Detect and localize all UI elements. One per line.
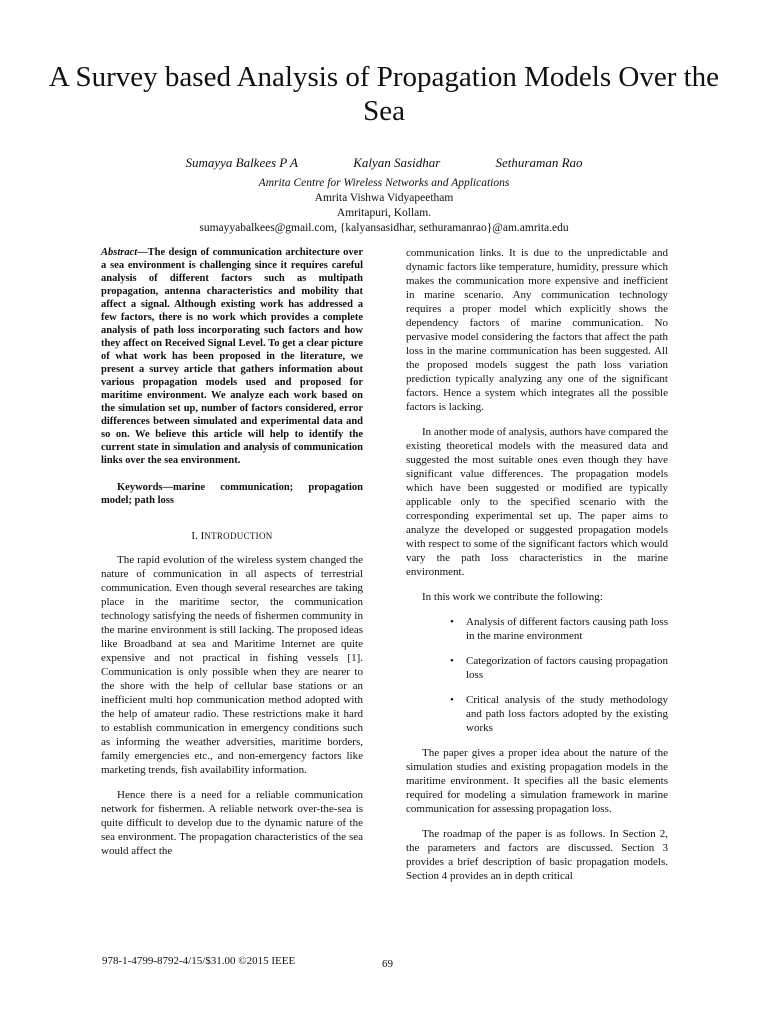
body-paragraph: communication links. It is due to the unpredictable and dynamic factors like temperature, humidity, pressure which makes the communication more expensive and inefficient in marine scenario. Any communication technology requires a proper model which explicitly shows the dependency factors of marine communication. No pervasive model considering the factors that affect the path loss in the marine communication has been suggested. All the proposed models suggest the path loss variation prediction typically analyzing any one of the significant factors. Hence a system which integrates all the possible factors is lacking. bbox=[406, 247, 668, 413]
section-number: I. bbox=[191, 530, 198, 542]
affiliation-block bbox=[0, 176, 768, 236]
keywords: Keywords—marine communication; propagation model; path loss bbox=[101, 482, 363, 506]
affiliation-line: Amrita Vishwa Vidyapeetham bbox=[314, 192, 454, 204]
bullet-icon: • bbox=[450, 655, 454, 667]
list-item-text: Critical analysis of the study methodology and path loss factors adopted by the existing works bbox=[466, 694, 668, 734]
body-paragraph: Hence there is a need for a reliable communication network for fishermen. A reliable network over-the-sea is quite difficult to develop due to the dynamic nature of the sea environment. The propagation characteristics of the sea would affect the bbox=[101, 789, 363, 857]
bullet-icon: • bbox=[450, 694, 454, 706]
body-paragraph: The roadmap of the paper is as follows. In Section 2, the parameters and factors are discussed. Section 3 provides a brief description of basic propagation models. Section 4 provides an in depth critical bbox=[406, 828, 668, 882]
list-item bbox=[406, 693, 668, 735]
copyright-footer: 978-1-4799-8792-4/15/$31.00 ©2015 IEEE bbox=[102, 955, 296, 967]
abstract bbox=[101, 246, 363, 467]
author-name: Sethuraman Rao bbox=[495, 155, 583, 170]
author-name: Sumayya Balkees P A bbox=[185, 155, 298, 170]
affiliation-line: Amrita Centre for Wireless Networks and Applications bbox=[258, 177, 510, 189]
body-paragraph: The rapid evolution of the wireless system changed the nature of communication in all aspects of terrestrial communication. Even though several researches are taking place in the maritime sector, the communication technology satisfying the needs of fishermen community in the marine environment is still lacking. The proposed ideas like Broadband at sea and Maritime Internet are quite expensive and not practical in fishing vessels [1]. Communication is only possible when they are nearer to the shore with the help of cellular base stations or an inefficient multi hop communication method adopted with the help of amateur radio. These restrictions make it hard to establish communication in emergency conditions such as informing the weather adversities, maritime borders, family emergencies etc., and non-emergency factors like marketing trends, fish availability information. bbox=[101, 554, 363, 776]
author-name: Kalyan Sasidhar bbox=[353, 155, 441, 170]
paper-title: A Survey based Analysis of Propagation Models Over the Sea bbox=[48, 61, 720, 127]
list-item-text: Analysis of different factors causing path loss in the marine environment bbox=[466, 616, 668, 642]
abstract-body: —The design of communication architecture over a sea environment is challenging since it requires careful analysis of different factors such as multipath propagation, antenna characteristics and mobility that affect a signal. Although existing work has addressed a few factors, there is no work which provides a complete analysis of path loss incorporating such factors and how they affect on Received Signal Level. To get a clear picture of what work has been proposed in the literature, we present a survey article that gathers information about various propagation models used and proposed for maritime environment. We analyze each work based on the simulation set up, number of factors considered, error differences between simulated and experimental data and so on. We believe this article will help to identify the current state in simulation and analysis of communication links over the sea environment. bbox=[101, 247, 363, 466]
list-item-text: Categorization of factors causing propagation loss bbox=[466, 655, 668, 681]
body-paragraph: In another mode of analysis, authors have compared the existing theoretical models with the measured data and suggested the most suitable ones even though they have significant value differences. The propagation models which have been suggested or modified are typically applicable only to the specified scenario with the corresponding experimental set up. The paper aims to analyze the developed or suggested propagation models with respect to some of the significant factors which would vary the path loss characteristics in the marine environment. bbox=[406, 426, 668, 578]
author-emails: sumayyabalkees@gmail.com, {kalyansasidhar, sethuramanrao}@am.amrita.edu bbox=[199, 222, 569, 234]
section-title-rest: NTRODUCTION bbox=[204, 531, 273, 541]
affiliation-line: Amritapuri, Kollam. bbox=[336, 207, 432, 219]
author-list bbox=[0, 155, 768, 171]
contribution-list bbox=[406, 615, 668, 735]
left-column bbox=[101, 246, 363, 869]
section-heading bbox=[101, 529, 363, 543]
section-title-initial: I bbox=[200, 530, 205, 542]
list-item bbox=[406, 654, 668, 682]
page-number: 69 bbox=[382, 958, 393, 970]
body-paragraph: In this work we contribute the following: bbox=[422, 591, 603, 603]
right-column bbox=[406, 246, 668, 894]
body-paragraph: The paper gives a proper idea about the nature of the simulation studies and existing propagation models in the maritime environment. It specifies all the basic elements required for modeling a simulation framework in marine communication for assessing propagation loss. bbox=[406, 747, 668, 815]
bullet-icon: • bbox=[450, 616, 454, 628]
list-item bbox=[406, 615, 668, 643]
abstract-lead: Abstract bbox=[101, 247, 138, 258]
